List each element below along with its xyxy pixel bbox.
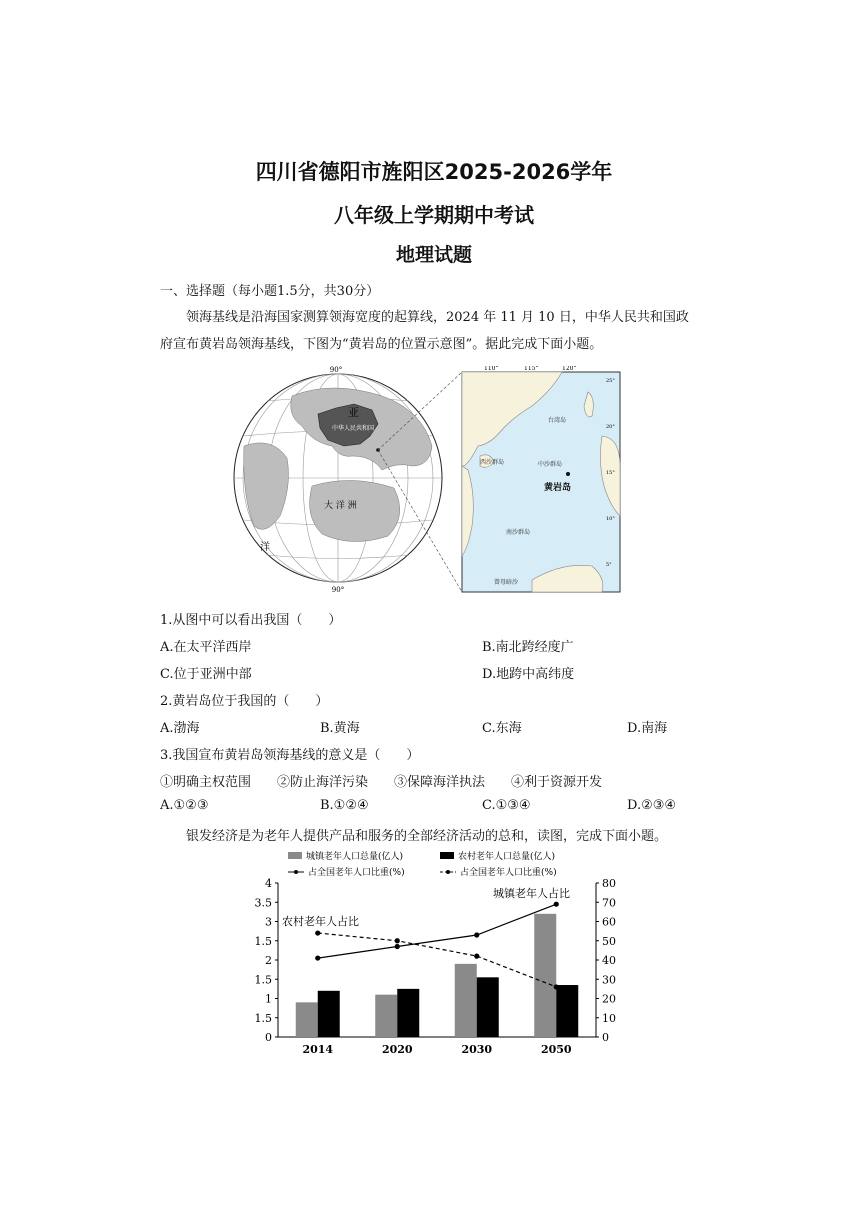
right-tick-label: 10 bbox=[602, 1011, 616, 1025]
rural-bar bbox=[556, 985, 578, 1037]
rural-share-point bbox=[474, 954, 479, 959]
legend-rural-line-marker bbox=[446, 870, 450, 874]
left-tick-label: 1.5 bbox=[254, 973, 272, 987]
passage-2: 银发经济是为老年人提供产品和服务的全部经济活动的总和，读图，完成下面小题。 bbox=[186, 829, 668, 844]
inset-lon-120: 120° bbox=[562, 366, 577, 372]
subject-title: 地理试题 bbox=[395, 244, 472, 266]
question-3-option-b[interactable]: B.①②④ bbox=[320, 798, 369, 813]
legend-urban-bar: 城镇老年人口总量(亿人) bbox=[306, 852, 404, 862]
rural-share-point bbox=[315, 930, 320, 935]
legend-urban-line: 占全国老年人口比重(%) bbox=[308, 868, 405, 878]
exam-subtitle: 八年级上学期期中考试 bbox=[334, 203, 534, 227]
inset-lat-25: 25° bbox=[606, 378, 615, 384]
left-tick-label: 1.5 bbox=[254, 934, 272, 948]
left-tick-label: 2 bbox=[265, 954, 272, 967]
intro-line-2: 府宣布黄岩岛领海基线，下图为“黄岩岛的位置示意图”。据此完成下面小题。 bbox=[160, 337, 603, 352]
inset-zengmu-label: 曾母暗沙 bbox=[494, 579, 519, 586]
right-tick-label: 60 bbox=[602, 915, 616, 929]
inset-xisha-label: 西沙群岛 bbox=[480, 459, 505, 466]
rural-share-point bbox=[395, 938, 400, 943]
australia-landmass bbox=[310, 480, 400, 541]
question-2-stem: 2.黄岩岛位于我国的（ ） bbox=[160, 694, 329, 709]
question-2-option-b[interactable]: B.黄海 bbox=[320, 721, 360, 736]
page-title: 四川省德阳市旌阳区2025-2026学年 bbox=[255, 160, 613, 184]
legend-rural-line: 占全国老年人口比重(%) bbox=[460, 868, 557, 878]
x-tick-label: 2014 bbox=[302, 1043, 334, 1056]
map-figure bbox=[232, 366, 622, 596]
question-2-option-d[interactable]: D.南海 bbox=[627, 721, 668, 736]
rural-bar bbox=[397, 989, 419, 1037]
question-1-stem: 1.从图中可以看出我国（ ） bbox=[160, 613, 342, 628]
question-3-option-c[interactable]: C.①③④ bbox=[482, 798, 531, 813]
question-1-option-b[interactable]: B.南北跨经度广 bbox=[482, 640, 574, 655]
chart-svg bbox=[238, 845, 628, 1065]
right-tick-label: 70 bbox=[602, 896, 616, 910]
annotation-rural: 农村老年人占比 bbox=[282, 915, 359, 928]
question-1-option-a[interactable]: A.在太平洋西岸 bbox=[160, 640, 252, 655]
right-tick-label: 80 bbox=[602, 877, 616, 890]
question-2-option-a[interactable]: A.渤海 bbox=[160, 721, 200, 736]
annotation-urban: 城镇老年人占比 bbox=[493, 887, 570, 900]
inset-lat-5: 5° bbox=[606, 562, 612, 568]
rural-bar bbox=[318, 991, 340, 1037]
location-map bbox=[232, 366, 622, 596]
right-tick-label: 0 bbox=[602, 1031, 609, 1044]
left-tick-label: 1.5 bbox=[254, 1011, 272, 1025]
inset-lon-115: 115° bbox=[524, 366, 539, 372]
legend-swatch-rural-bar bbox=[440, 852, 454, 859]
left-tick-label: 1 bbox=[265, 992, 272, 1006]
left-tick-label: 4 bbox=[265, 877, 272, 890]
urban-bar bbox=[534, 914, 556, 1037]
urban-share-line bbox=[318, 904, 557, 958]
urban-share-point bbox=[474, 932, 479, 937]
globe-south-label: 90° bbox=[331, 586, 345, 594]
x-tick-label: 2030 bbox=[461, 1043, 493, 1056]
urban-bar bbox=[296, 1002, 318, 1037]
question-3-option-a[interactable]: A.①②③ bbox=[160, 798, 209, 813]
inset-huangyan-dot bbox=[566, 472, 570, 476]
intro-line-1: 领海基线是沿海国家测算领海宽度的起算线，2024 年 11 月 10 日，中华人民共和国政 bbox=[186, 310, 689, 325]
right-tick-label: 20 bbox=[602, 992, 616, 1006]
legend-rural-bar: 农村老年人口总量(亿人) bbox=[458, 852, 556, 862]
globe-australia-label: 大 洋 洲 bbox=[324, 501, 357, 511]
right-tick-label: 40 bbox=[602, 954, 616, 967]
inset-lat-15: 15° bbox=[606, 470, 615, 476]
left-tick-label: 0 bbox=[265, 1031, 272, 1044]
inset-lon-110: 110° bbox=[484, 366, 499, 372]
urban-bar bbox=[455, 964, 477, 1037]
section-heading: 一、选择题（每小题1.5分，共30分） bbox=[160, 284, 380, 299]
rural-share-point bbox=[554, 984, 559, 989]
question-1-option-c[interactable]: C.位于亚洲中部 bbox=[160, 667, 252, 682]
question-3-statements: ①明确主权范围 ②防止海洋污染 ③保障海洋执法 ④利于资源开发 bbox=[160, 775, 603, 790]
inset-zhongsha-label: 中沙群岛 bbox=[538, 461, 563, 468]
question-3-option-d[interactable]: D.②③④ bbox=[627, 798, 677, 813]
legend-urban-line-marker bbox=[294, 870, 298, 874]
inset-taiwan-label: 台湾岛 bbox=[548, 417, 567, 424]
globe-ocean-label: 洋 bbox=[260, 542, 270, 553]
left-tick-label: 3 bbox=[265, 915, 272, 929]
inset-huangyan-label: 黄岩岛 bbox=[544, 483, 572, 493]
globe-north-label: 90° bbox=[329, 366, 343, 374]
urban-bar bbox=[375, 995, 397, 1037]
inset-nansha-label: 南沙群岛 bbox=[506, 529, 531, 536]
question-1-option-d[interactable]: D.地跨中高纬度 bbox=[482, 667, 575, 682]
question-2-option-c[interactable]: C.东海 bbox=[482, 721, 522, 736]
rural-bar bbox=[477, 977, 499, 1037]
globe-china-label: 中华人民共和国 bbox=[332, 425, 375, 432]
x-tick-label: 2050 bbox=[540, 1043, 572, 1056]
urban-share-point bbox=[554, 902, 559, 907]
x-tick-label: 2020 bbox=[381, 1043, 413, 1056]
right-tick-label: 30 bbox=[602, 973, 616, 987]
elderly-population-chart bbox=[238, 845, 628, 1065]
globe-asia-label: 亚 bbox=[348, 406, 359, 419]
urban-share-point bbox=[315, 955, 320, 960]
urban-share-point bbox=[395, 944, 400, 949]
inset-lat-10: 10° bbox=[606, 516, 615, 522]
inset-lat-20: 20° bbox=[606, 424, 615, 430]
right-tick-label: 50 bbox=[602, 934, 616, 948]
question-3-stem: 3.我国宣布黄岩岛领海基线的意义是（ ） bbox=[160, 748, 420, 763]
left-tick-label: 3.5 bbox=[254, 896, 272, 910]
legend-swatch-urban-bar bbox=[288, 852, 302, 859]
